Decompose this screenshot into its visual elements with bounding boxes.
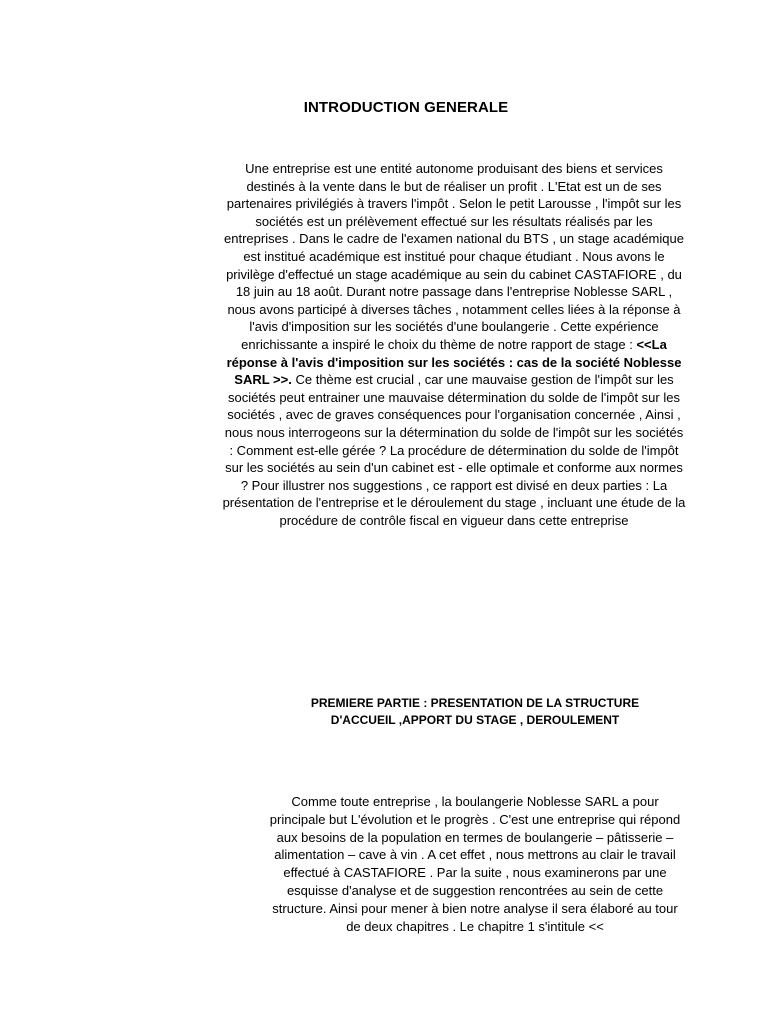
document-title: INTRODUCTION GENERALE <box>303 99 509 116</box>
report-theme: <<La réponse à l'avis d'imposition sur les sociétés : cas de la société Noblesse SARL >>. <box>226 336 682 388</box>
introduction-text-start: Une entreprise est une entité autonome produisant des biens et services destinés à la vente dans le but de réaliser un profit . L'Etat est un de ses partenaires privilégiés à travers l'impôt . Selon le petit Larousse , l'impôt sur les sociétés est un prélèvement effectué sur les résultats réalisés par les entreprises . Dans le cadre de l'examen national du BTS , un stage académique est institué académique est institué pour chaque étudiant . Nous avons le privilège d'effectué un stage académique au sein du cabinet CASTAFIORE , du 18 juin au 18 août. Durant notre passage dans l'entreprise Noblesse SARL , nous avons participé à diverses tâches , notamment celles liées à la réponse à l'avis d'imposition sur les sociétés d'une boulangerie . Cette expérience enrichissante a inspiré le choix du thème de notre rapport de stage : <box>224 161 684 352</box>
part-one-title: PREMIERE PARTIE : PRESENTATION DE LA STRUCTURE D'ACCUEIL ,APPORT DU STAGE , DEROULEMENT <box>310 696 640 727</box>
part-one-paragraph: Comme toute entreprise , la boulangerie Noblesse SARL a pour principale but L'évolution et le progrès . C'est une entreprise qui répond aux besoins de la population en termes de boulangerie – pâtisserie – alimentation – cave à vin . A cet effet , nous mettrons au clair le travail effectué à CASTAFIORE . Par la suite , nous examinerons par une esquisse d'analyse et de suggestion rencontrées au sein de cette structure. Ainsi pour mener à bien notre analyse il sera élaboré au tour de deux chapitres . Le chapitre 1 s'intitule << <box>269 794 681 934</box>
introduction-paragraph <box>222 160 686 529</box>
introduction-text-end: Ce thème est crucial , car une mauvaise gestion de l'impôt sur les sociétés peut entrainer une mauvaise détermination du solde de l'impôt sur les sociétés , avec de graves conséquences pour l'organisation concernée , Ainsi , nous nous interrogeons sur la détermination du solde de l'impôt sur les sociétés : Comment est-elle gérée ? La procédure de détermination du solde de l'impôt sur les sociétés au sein d'un cabinet est - elle optimale et conforme aux normes ? Pour illustrer nos suggestions , ce rapport est divisé en deux parties : La présentation de l'entreprise et le déroulement du stage , incluant une étude de la procédure de contrôle fiscal en vigueur dans cette entreprise <box>222 372 686 528</box>
